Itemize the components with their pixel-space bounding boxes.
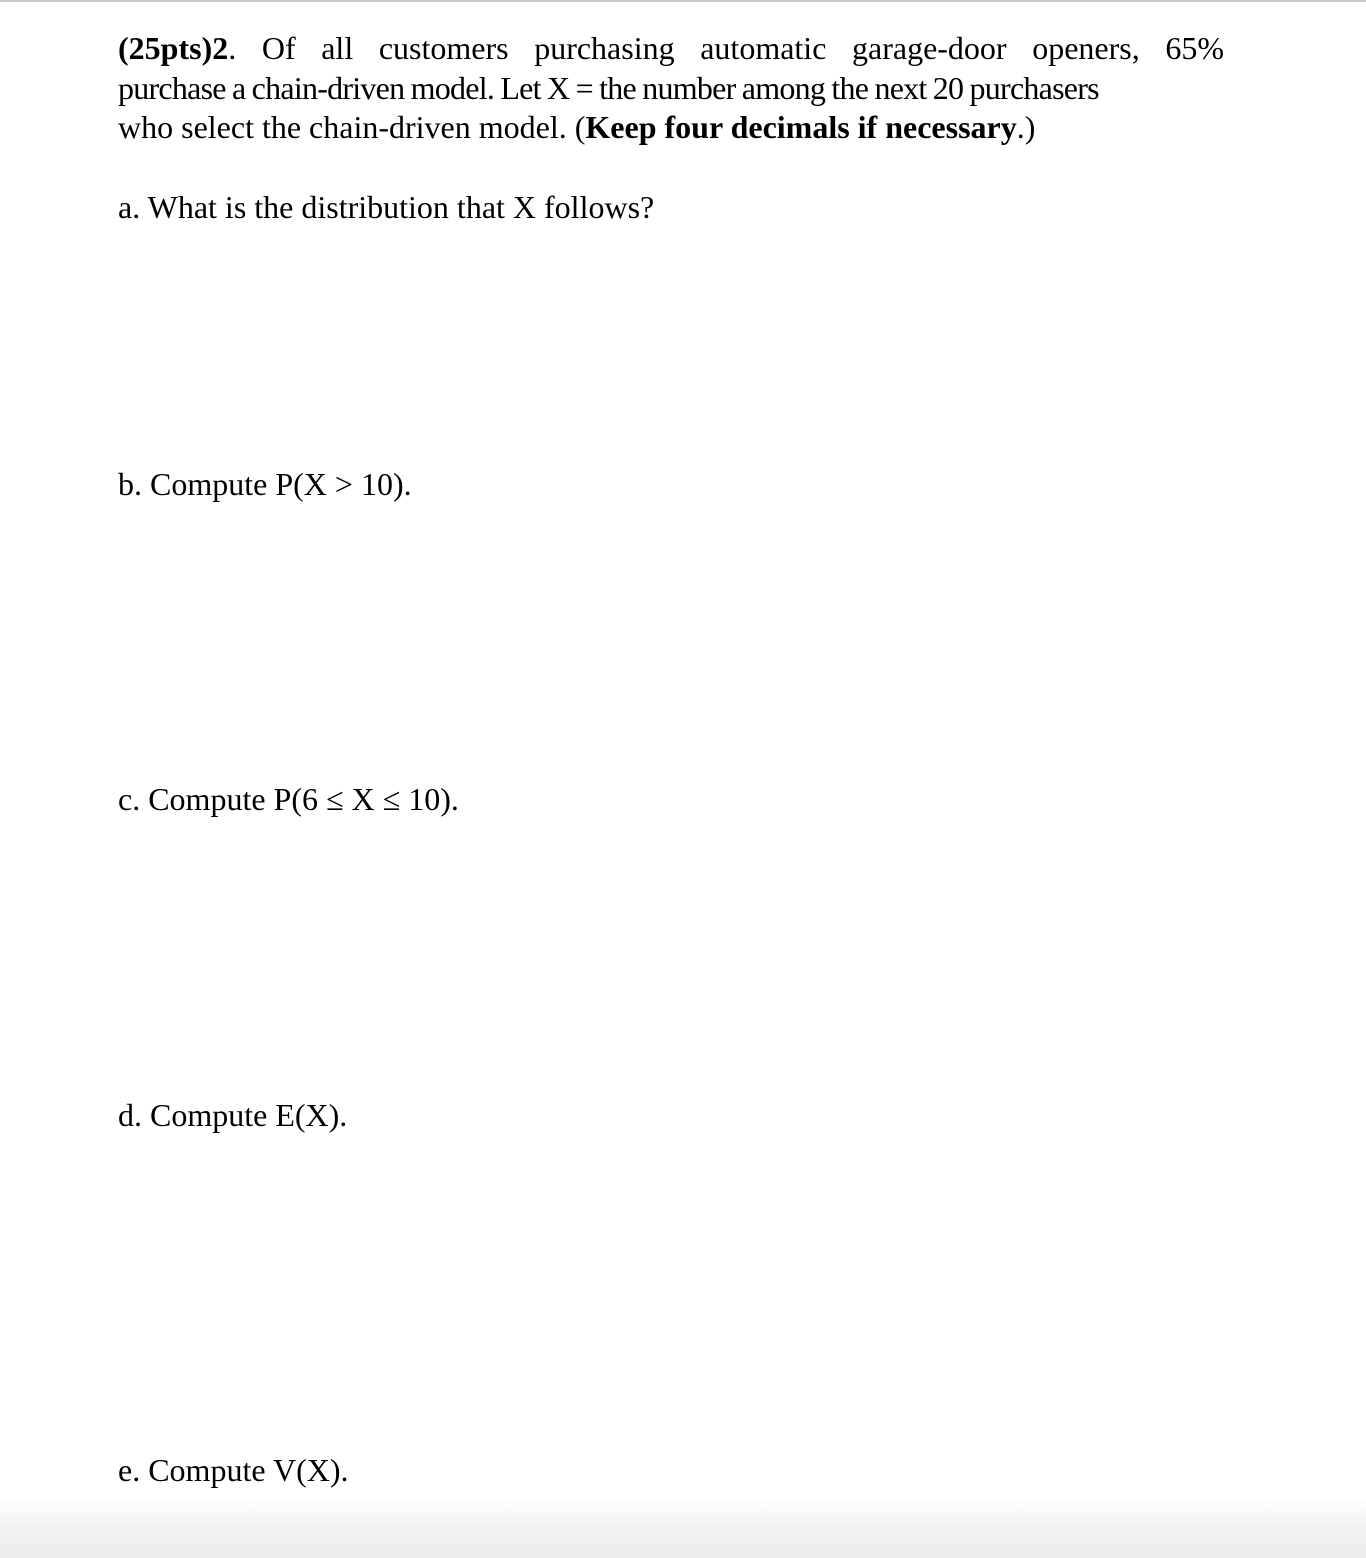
problem-line-3-start: who select the chain-driven model. ( xyxy=(118,109,586,145)
question-text: Compute P(6 ≤ X ≤ 10). xyxy=(148,781,459,817)
question-text: What is the distribution that X follows? xyxy=(147,189,655,225)
question-a xyxy=(118,187,654,227)
question-b xyxy=(118,464,412,504)
problem-line-2: purchase a chain-driven model. Let X = the number among the next 20 purchasers xyxy=(118,69,1099,106)
emphasis-note: Keep four decimals if necessary xyxy=(585,109,1017,145)
points-label: (25pts)2 xyxy=(118,30,229,66)
question-d xyxy=(118,1095,347,1135)
question-label: b. xyxy=(118,466,142,502)
question-e xyxy=(118,1450,348,1490)
top-divider xyxy=(0,0,1366,2)
question-c xyxy=(118,779,459,819)
problem-statement xyxy=(118,29,1224,148)
question-text: Compute V(X). xyxy=(148,1452,349,1488)
question-text: Compute P(X > 10). xyxy=(150,466,412,502)
problem-line-3 xyxy=(118,108,1224,148)
question-label: c. xyxy=(118,781,141,817)
problem-line-1 xyxy=(118,29,1224,69)
question-label: a. xyxy=(118,189,141,225)
question-text: Compute E(X). xyxy=(150,1097,348,1133)
page-bottom-shadow xyxy=(0,1496,1366,1558)
problem-line-3-end: .) xyxy=(1016,109,1036,145)
question-label: e. xyxy=(118,1452,141,1488)
problem-line-1-text: . Of all customers purchasing automatic garage-door openers, 65% xyxy=(228,30,1224,66)
question-label: d. xyxy=(118,1097,142,1133)
